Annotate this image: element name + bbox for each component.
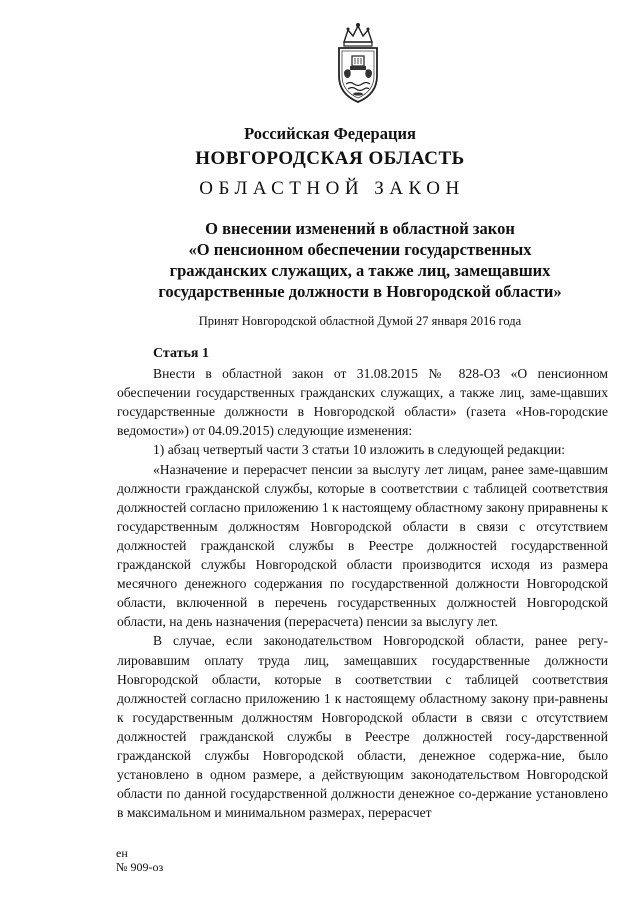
paragraph: Внести в областной закон от 31.08.2015 № 828-ОЗ «О пенсионном обеспечении государственных гражданских служащих, а также лиц, заме-щавших государственные должности в Новгородской области» (газета «Нов-городские ведомости») от 04.09.2015) следующие изменения: bbox=[117, 366, 608, 439]
coat-of-arms-icon bbox=[326, 20, 390, 108]
footer-initials: ен bbox=[116, 846, 128, 860]
law-type: ОБЛАСТНОЙ ЗАКОН bbox=[199, 178, 465, 199]
footer bbox=[116, 846, 163, 874]
title-line: О внесении изменений в областной закон bbox=[205, 219, 515, 238]
paragraph: «Назначение и перерасчет пенсии за выслугу лет лицам, ранее заме-щавшим должности гражданской службы, которые в соответствии с таблицей соответствия должностей согласно приложению 1 к настоящему областному закону приравнены к государственным должностям Новгородской области в связи с отсутствием должностей гражданской службы в Реестре должностей государственной гражданской службы Новгородской области производится исходя из размера месячного денежного содержания по государственной должности Новгородской области, включенной в перечень государственных должностей Новгородской области, на день назначения (перерасчета) пенсии за выслугу лет. bbox=[117, 461, 608, 630]
article-heading: Статья 1 bbox=[153, 346, 209, 361]
title-line: гражданских служащих, а также лиц, замещавших bbox=[169, 261, 551, 280]
footer-doc-number: № 909-оз bbox=[116, 860, 164, 874]
region-name: НОВГОРОДСКАЯ ОБЛАСТЬ bbox=[195, 148, 465, 169]
adoption-note: Принят Новгородской областной Думой 27 января 2016 года bbox=[198, 314, 522, 328]
title-line: государственные должности в Новгородской области» bbox=[158, 282, 562, 301]
title-line: «О пенсионном обеспечении государственных bbox=[188, 240, 532, 259]
paragraph: В случае, если законодательством Новгородской области, ранее регу-лировавшим оплату труда лиц, замещавших государственные должности Новгородской области, которые в соответствии с таблицей соответствия должностей согласно приложению 1 к настоящему областному закону при-равнены к государственным должностям Новгородской области в связи с отсутствием должностей гражданской службы в Реестре должностей госу-дарственной гражданской службы Новгородской области, денежное содержа-ние, было установлено в одном размере, а действующим законодательством Новгородской области по данной государственной должности денежное со-держание установлено в максимальном и минимальном размерах, перерасчет bbox=[117, 633, 608, 821]
paragraph: 1) абзац четвертый части 3 статьи 10 изложить в следующей редакции: bbox=[153, 442, 566, 458]
country-name: Российская Федерация bbox=[244, 124, 416, 143]
law-title bbox=[120, 218, 600, 302]
law-body bbox=[117, 344, 608, 822]
